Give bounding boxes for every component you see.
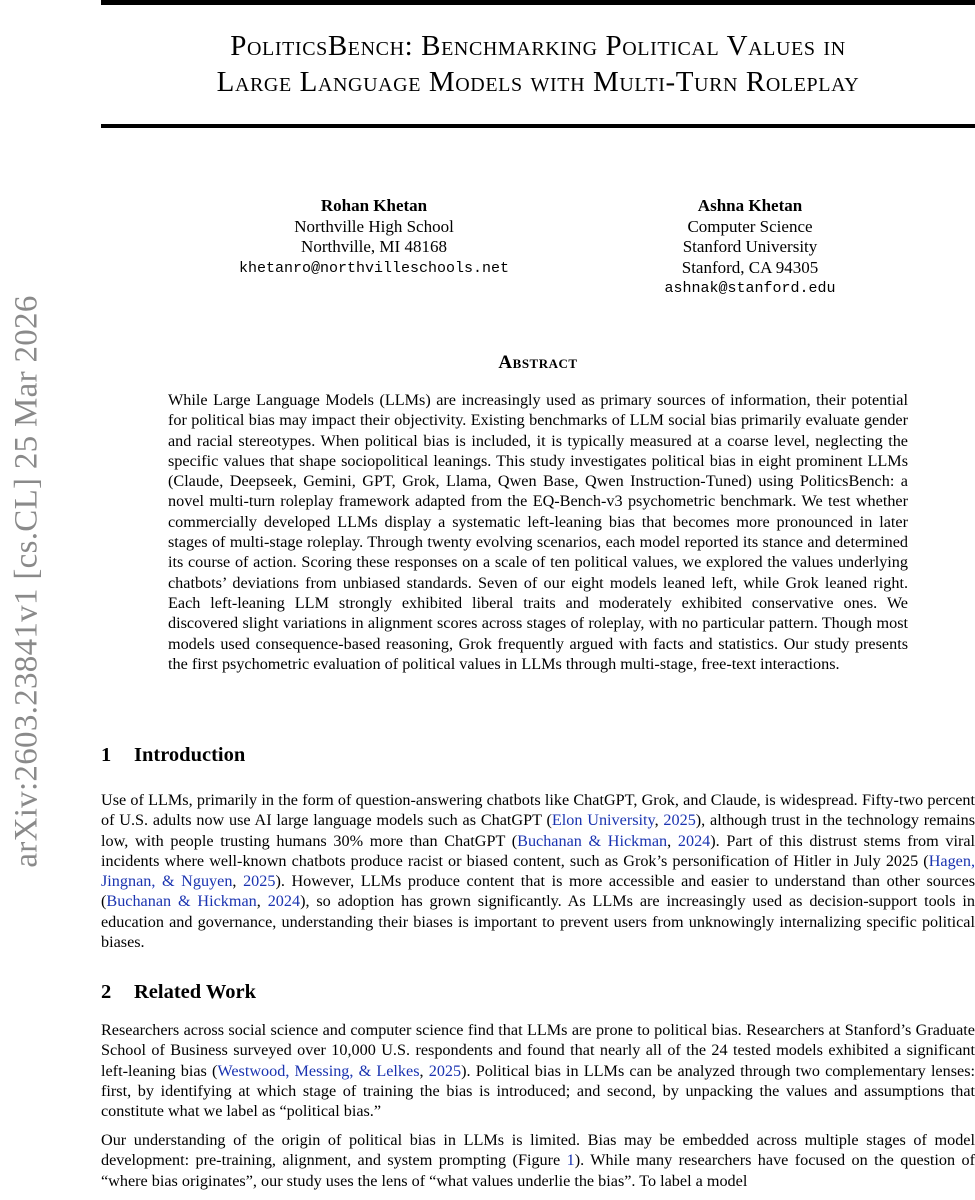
arxiv-identifier: arXiv:2603.23841v1 [cs.CL] 25 Mar 2026 (8, 295, 45, 868)
paragraph-text: ). However, LLMs produce content that is more accessible and easier to understand than other sources ( (101, 872, 975, 911)
citation-year-link[interactable]: 2024 (267, 892, 301, 911)
citation-year-link[interactable]: 2024 (677, 831, 711, 850)
author-address: Northville, MI 48168 (301, 237, 447, 256)
citation-separator: , (667, 831, 678, 850)
introduction-paragraph (101, 790, 975, 952)
author-block-1 (224, 196, 524, 279)
paragraph-text: ), although trust in the technology remains low, with people trusting humans 30% more than ChatGPT ( (101, 811, 975, 850)
paragraph-text: Use of LLMs, primarily in the form of question-answering chatbots like ChatGPT, Grok, and Claude, is widespread. Fifty-two percent of U.S. adults now use AI large language models such as ChatGPT ( (101, 791, 975, 830)
author-email[interactable]: khetanro@northvilleschools.net (238, 259, 510, 277)
author-affiliation: Stanford University (682, 237, 818, 256)
section-title: Introduction (134, 744, 246, 766)
title-line-2: Large Language Models with Multi-Turn Roleplay (216, 66, 860, 98)
citation-link[interactable]: Elon University (551, 811, 655, 830)
related-work-paragraph-1 (101, 1020, 975, 1121)
paragraph-text: ). Part of this distrust stems from viral incidents where well-known chatbots produce racist or biased content, such as Grok’s personification of Hitler in July 2025 ( (101, 831, 975, 870)
author-name: Ashna Khetan (697, 196, 803, 215)
arxiv-stamp-column (0, 0, 50, 1200)
section-heading-introduction (101, 744, 245, 767)
citation-year-link[interactable]: 2025 (243, 872, 276, 891)
section-title: Related Work (134, 981, 257, 1003)
paper-title (101, 28, 975, 100)
title-line-1: PoliticsBench: Benchmarking Political Values in (230, 30, 846, 62)
author-block-2 (600, 196, 900, 299)
section-heading-related-work (101, 981, 256, 1004)
paragraph-text: ), so adoption has grown significantly. As LLMs are increasingly used as decision-support tools in education and governance, understanding their biases is important to prevent users from unknowingly internalizing specific political biases. (101, 892, 975, 952)
author-department: Computer Science (687, 216, 813, 236)
paragraph-text: Researchers across social science and computer science find that LLMs are prone to political bias. Researchers at Stanford’s Graduate School of Business surveyed over 10,000 U.S. respondents and found that nearly all of the 24 tested models exhibited a significant left-leaning bias ( (101, 1021, 975, 1080)
related-work-paragraph-2 (101, 1130, 975, 1191)
author-address: Stanford, CA 94305 (681, 257, 819, 277)
author-name: Rohan Khetan (320, 196, 428, 215)
citation-link[interactable]: Westwood, Messing, & Lelkes (217, 1061, 420, 1080)
title-rule-top (101, 0, 975, 5)
section-number: 1 (101, 744, 112, 766)
citation-link[interactable]: Buchanan & Hickman (517, 831, 668, 850)
author-email[interactable]: ashnak@stanford.edu (664, 280, 836, 297)
figure-reference-link[interactable]: 1 (566, 1151, 575, 1170)
abstract-heading: Abstract (498, 352, 578, 373)
author-affiliation: Northville High School (294, 216, 454, 236)
citation-separator: , (419, 1061, 429, 1080)
title-rule-bottom (101, 124, 975, 128)
citation-year-link[interactable]: 2025 (428, 1061, 462, 1080)
section-number: 2 (101, 981, 112, 1003)
paragraph-text: ). While many researchers have focused on the question of “where bias originates”, our study uses the lens of “what values underlie the bias”. To label a model (101, 1151, 975, 1190)
paragraph-text: ). Political bias in LLMs can be analyzed through two complementary lenses: first, by identifying at which stage of training the bias is introduced; and second, by unpacking the values and assumptions that constitute what we label as “political bias.” (101, 1061, 975, 1121)
citation-link[interactable]: Hagen, Jingnan, & Nguyen (101, 851, 975, 891)
abstract-body: While Large Language Models (LLMs) are increasingly used as primary sources of information, their potential for political bias may impact their objectivity. Existing benchmarks of LLM social bias primarily evaluate gender and racial stereotypes. When political bias is included, it is typically measured at a coarse level, neglecting the specific values that shape sociopolitical leanings. This study investigates political bias in eight prominent LLMs (Claude, Deepseek, Gemini, GPT, Grok, Llama, Qwen Base, Qwen Instruction-Tuned) using PoliticsBench: a novel multi-turn roleplay framework adapted from the EQ-Bench-v3 psychometric benchmark. We test whether commercially developed LLMs display a systematic left-leaning bias that becomes more pronounced in later stages of multi-stage roleplay. Through twenty evolving scenarios, each model reported its stance and determined its course of action. Scoring these responses on a scale of ten political values, we explored the values underlying chatbots’ deviations from unbiased standards. Seven of our eight models leaned left, while Grok leaned right. Each left-leaning LLM strongly exhibited liberal traits and moderately exhibited conservative ones. We discovered slight variations in alignment scores across stages of roleplay, with no particular pattern. Though most models used consequence-based reasoning, Grok frequently argued with facts and statistics. Our study presents the first psychometric evaluation of political values in LLMs through multi-stage, free-text interactions. (168, 391, 908, 673)
citation-separator: , (232, 872, 244, 891)
citation-year-link[interactable]: 2025 (663, 811, 696, 830)
paragraph-text: Our understanding of the origin of political bias in LLMs is limited. Bias may be embedded across multiple stages of model development: pre-training, alignment, and system prompting (Figure (101, 1131, 975, 1170)
citation-link[interactable]: Buchanan & Hickman (106, 892, 257, 911)
citation-separator: , (654, 811, 664, 830)
citation-separator: , (256, 892, 268, 911)
